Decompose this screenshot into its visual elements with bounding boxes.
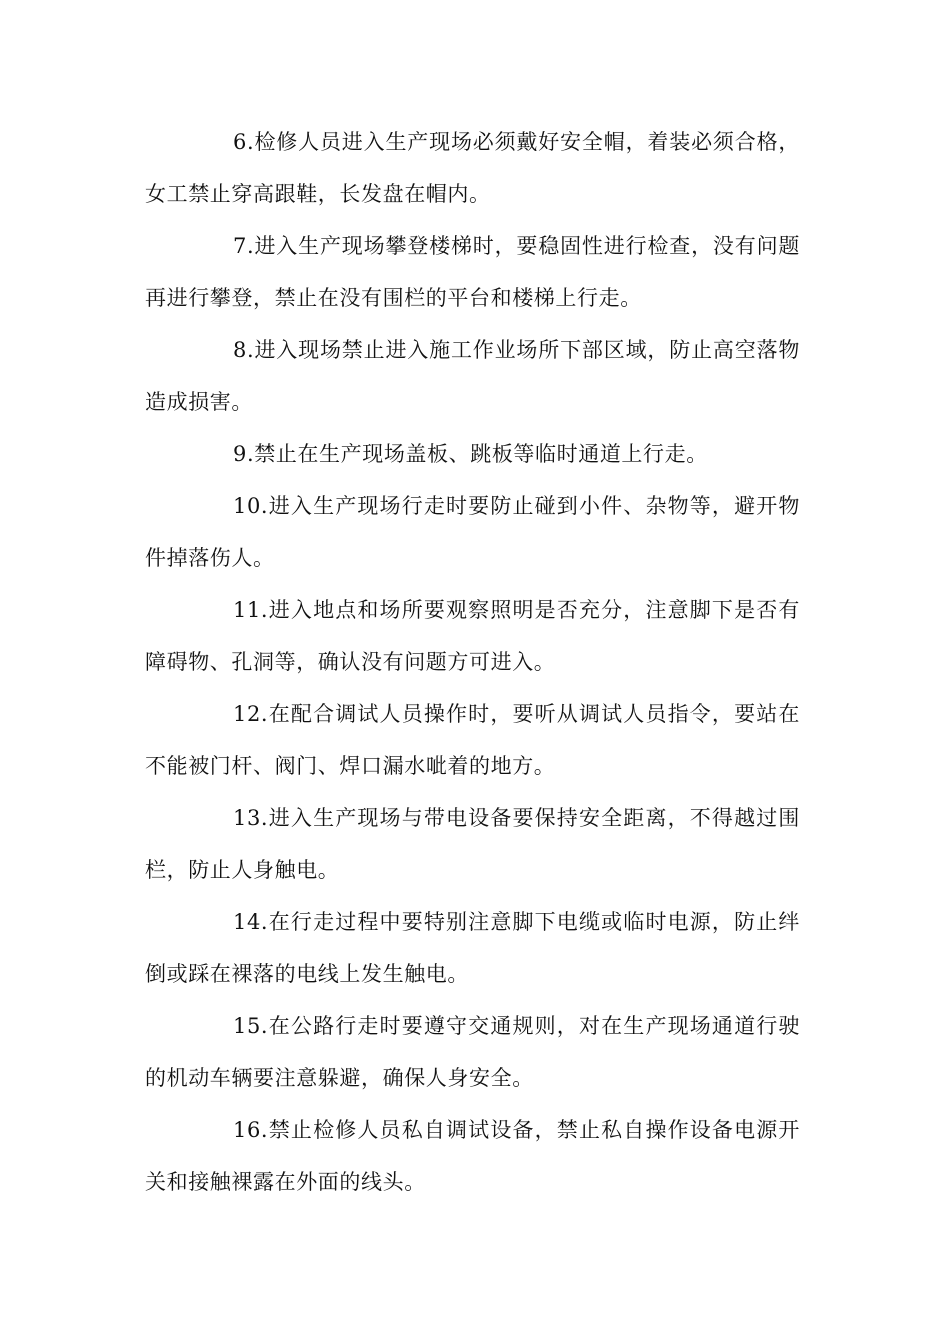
paragraph-item-11: 11.进入地点和场所要观察照明是否充分，注意脚下是否有障碍物、孔洞等，确认没有问题方可进入。 <box>145 598 800 674</box>
paragraph-item-16: 16.禁止检修人员私自调试设备，禁止私自操作设备电源开关和接触裸露在外面的线头。 <box>145 1118 800 1194</box>
paragraph-item-7: 7.进入生产现场攀登楼梯时，要稳固性进行检查，没有问题再进行攀登，禁止在没有围栏的平台和楼梯上行走。 <box>145 234 800 310</box>
paragraph-item-6: 6.检修人员进入生产现场必须戴好安全帽，着装必须合格，女工禁止穿高跟鞋，长发盘在帽内。 <box>145 130 800 206</box>
paragraph-item-13: 13.进入生产现场与带电设备要保持安全距离，不得越过围栏，防止人身触电。 <box>145 806 800 882</box>
paragraph-item-9: 9.禁止在生产现场盖板、跳板等临时通道上行走。 <box>233 442 708 466</box>
paragraph-item-10: 10.进入生产现场行走时要防止碰到小件、杂物等，避开物件掉落伤人。 <box>145 494 800 570</box>
document-body <box>145 116 800 1208</box>
paragraph-item-8: 8.进入现场禁止进入施工作业场所下部区域，防止高空落物造成损害。 <box>145 338 800 414</box>
paragraph-item-12: 12.在配合调试人员操作时，要听从调试人员指令，要站在不能被门杆、阀门、焊口漏水呲着的地方。 <box>145 702 800 778</box>
paragraph-item-15: 15.在公路行走时要遵守交通规则，对在生产现场通道行驶的机动车辆要注意躲避，确保人身安全。 <box>145 1014 800 1090</box>
paragraph-item-14: 14.在行走过程中要特别注意脚下电缆或临时电源，防止绊倒或踩在裸落的电线上发生触电。 <box>145 910 800 986</box>
